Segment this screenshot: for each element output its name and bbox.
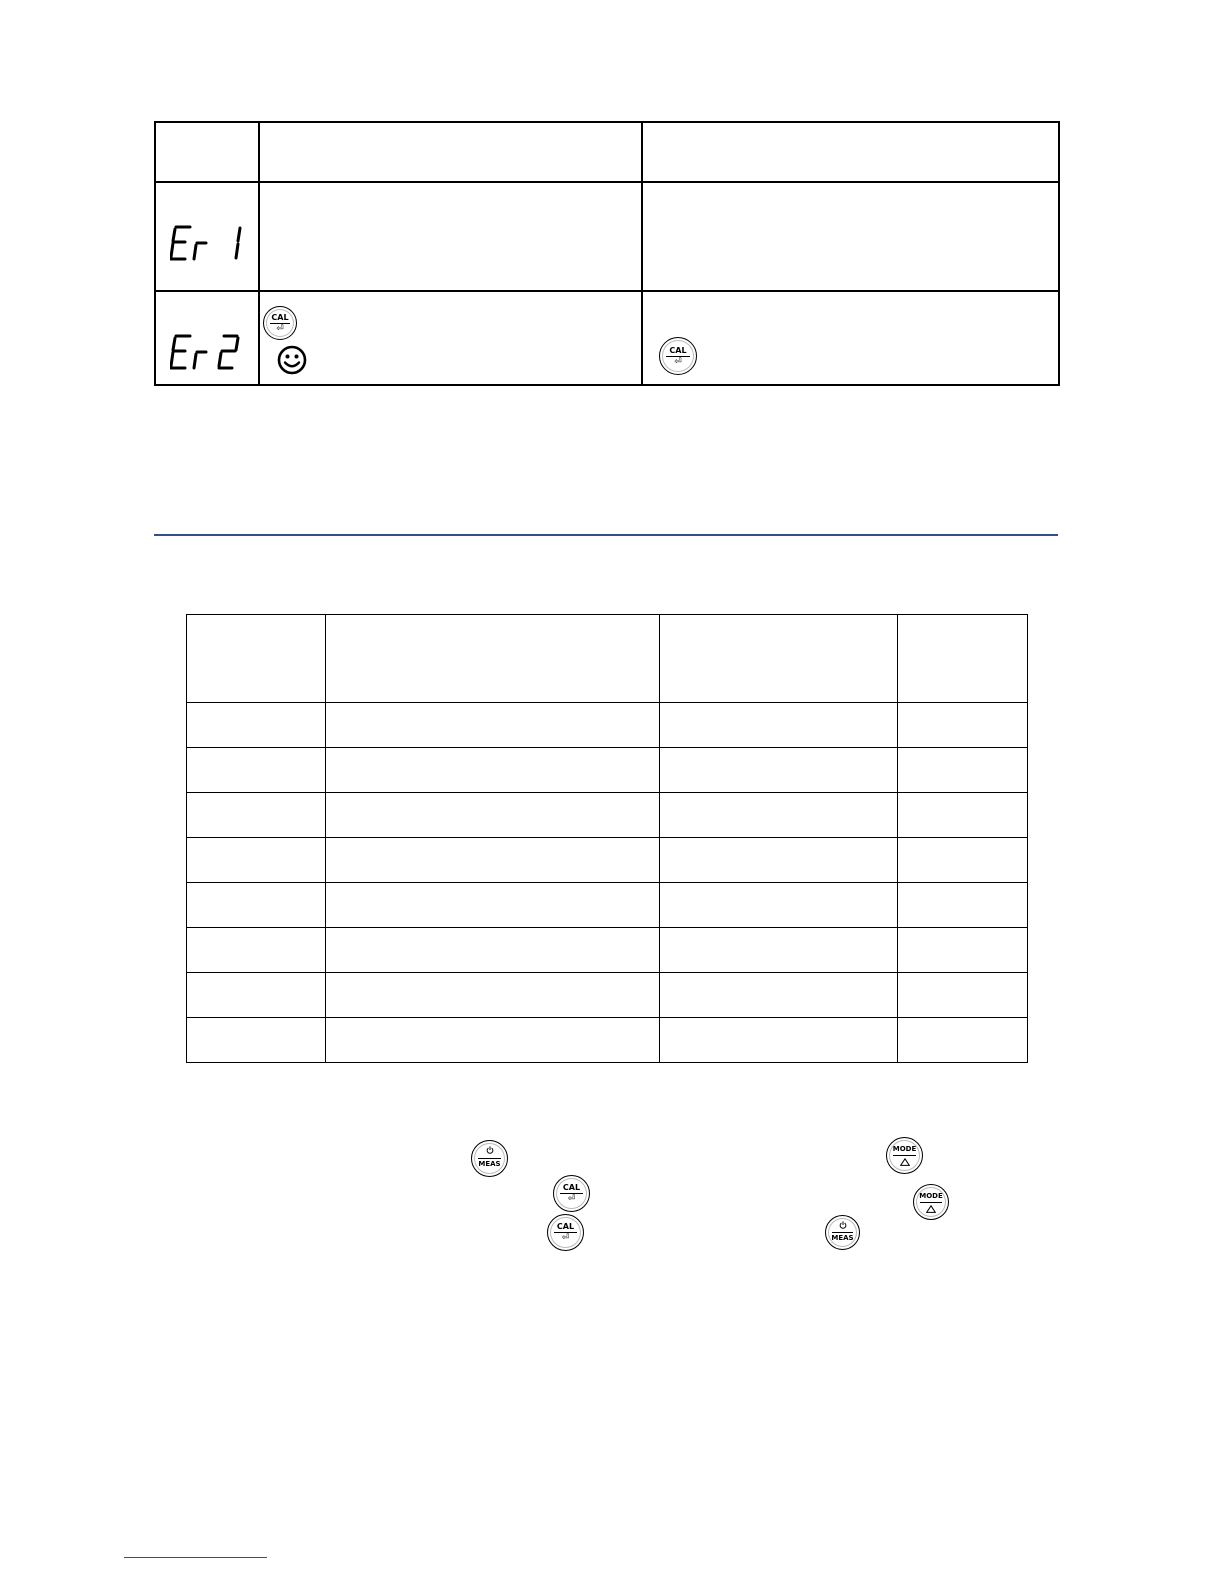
error-row-er2 — [155, 291, 1059, 385]
power-icon — [486, 1146, 494, 1154]
table-cell — [326, 928, 660, 973]
lcd-er2-display — [170, 332, 250, 372]
header-cell — [898, 615, 1028, 703]
table-cell — [898, 838, 1028, 883]
header-cell — [326, 615, 660, 703]
mode-key-icon — [913, 1184, 949, 1220]
table-cell — [187, 883, 326, 928]
header-cell — [660, 615, 898, 703]
table-row — [187, 928, 1028, 973]
table-cell — [660, 793, 898, 838]
up-triangle-icon — [900, 1158, 910, 1166]
table-cell — [660, 928, 898, 973]
table-cell — [898, 748, 1028, 793]
table-cell — [187, 703, 326, 748]
header-cell — [259, 122, 642, 182]
lcd-er1-display — [170, 223, 250, 263]
mode-label: MODE — [919, 1192, 943, 1200]
power-icon — [839, 1221, 847, 1229]
spec-table — [186, 614, 1028, 1063]
table-row — [187, 793, 1028, 838]
table-cell — [326, 748, 660, 793]
cal-key-label: CAL — [669, 346, 687, 355]
cal-key-label: CAL — [271, 313, 289, 322]
table-cell — [898, 703, 1028, 748]
meas-label: MEAS — [478, 1160, 501, 1168]
error-solution-cell — [642, 291, 1059, 385]
meas-key-icon — [825, 1215, 860, 1250]
smiley-icon — [276, 344, 308, 376]
table-cell — [187, 748, 326, 793]
table-cell — [898, 973, 1028, 1018]
table-cell — [660, 748, 898, 793]
mode-key-icon — [886, 1137, 923, 1174]
table-row — [187, 703, 1028, 748]
error-cause-cell — [259, 291, 642, 385]
enter-glyph: ⏎ — [276, 324, 284, 334]
table-cell — [187, 793, 326, 838]
table-cell — [898, 793, 1028, 838]
meas-label: MEAS — [831, 1234, 854, 1242]
error-cause-cell — [259, 182, 642, 291]
section-divider — [154, 534, 1058, 536]
table-row — [187, 973, 1028, 1018]
error-table-header — [155, 122, 1059, 182]
cal-key-label: CAL — [562, 1183, 581, 1192]
footnote-separator — [124, 1557, 267, 1558]
table-cell — [660, 883, 898, 928]
table-cell — [326, 838, 660, 883]
table-cell — [187, 928, 326, 973]
cal-key-label: CAL — [556, 1222, 575, 1231]
cal-key-icon — [263, 306, 297, 340]
table-cell — [898, 928, 1028, 973]
error-solution-cell — [642, 182, 1059, 291]
header-cell — [642, 122, 1059, 182]
header-cell — [187, 615, 326, 703]
table-cell — [187, 1018, 326, 1063]
enter-glyph: ⏎ — [561, 1233, 570, 1243]
table-cell — [326, 883, 660, 928]
table-row — [187, 748, 1028, 793]
table-row — [187, 1018, 1028, 1063]
table-cell — [898, 1018, 1028, 1063]
table-cell — [326, 1018, 660, 1063]
header-cell — [155, 122, 259, 182]
up-triangle-icon — [926, 1205, 936, 1213]
cal-key-icon — [553, 1175, 590, 1212]
error-code-cell — [155, 182, 259, 291]
table-cell — [326, 793, 660, 838]
cal-key-icon — [659, 337, 697, 375]
enter-glyph: ⏎ — [674, 357, 682, 367]
enter-glyph: ⏎ — [567, 1194, 576, 1204]
table-row — [187, 838, 1028, 883]
table-cell — [660, 973, 898, 1018]
table-cell — [660, 838, 898, 883]
table-cell — [898, 883, 1028, 928]
table-cell — [660, 703, 898, 748]
error-table — [154, 121, 1060, 386]
error-code-cell — [155, 291, 259, 385]
table-cell — [660, 1018, 898, 1063]
table-cell — [326, 703, 660, 748]
table-row — [187, 883, 1028, 928]
table-cell — [187, 838, 326, 883]
cal-key-icon — [547, 1214, 584, 1251]
table-cell — [326, 973, 660, 1018]
meas-key-icon — [471, 1140, 508, 1177]
spec-table-header — [187, 615, 1028, 703]
table-cell — [187, 973, 326, 1018]
mode-label: MODE — [892, 1145, 917, 1153]
error-row-er1 — [155, 182, 1059, 291]
